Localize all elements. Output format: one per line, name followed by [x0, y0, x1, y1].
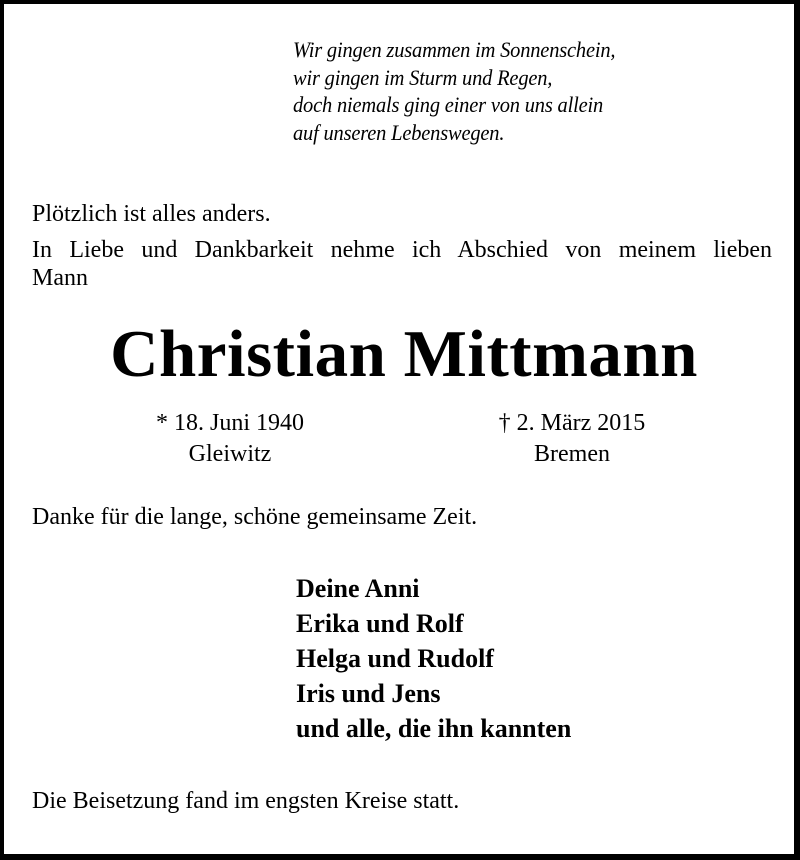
intro-line-2: In Liebe und Dankbarkeit nehme ich Abschied von meinem lieben	[32, 237, 772, 263]
memorial-poem	[293, 36, 615, 146]
poem-line: auf unseren Lebenswegen.	[293, 119, 505, 145]
intro-text	[32, 198, 772, 292]
birth-place: Gleiwitz	[188, 441, 272, 467]
signature-line: Helga und Rudolf	[296, 644, 494, 673]
signature-line: und alle, die ihn kannten	[296, 714, 572, 743]
birth-info	[100, 408, 360, 470]
death-date: † 2. März 2015	[498, 410, 646, 436]
funeral-note: Die Beisetzung fand im engsten Kreise statt.	[32, 788, 460, 814]
intro-line-3: Mann	[32, 265, 88, 291]
signature-line: Deine Anni	[296, 574, 420, 603]
death-place: Bremen	[534, 441, 610, 467]
intro-line-1: Plötzlich ist alles anders.	[32, 201, 271, 227]
poem-line: Wir gingen zusammen im Sonnenschein,	[293, 37, 616, 62]
mourners-signatures	[296, 571, 571, 746]
poem-line: wir gingen im Sturm und Regen,	[293, 64, 553, 90]
birth-date: * 18. Juni 1940	[155, 410, 304, 436]
poem-line: doch niemals ging einer von uns allein	[293, 92, 604, 117]
deceased-name: Christian Mittmann	[110, 317, 698, 391]
signature-line: Erika und Rolf	[296, 609, 464, 638]
signature-line: Iris und Jens	[296, 679, 441, 708]
death-info	[442, 408, 702, 470]
thanks-text: Danke für die lange, schöne gemeinsame Zeit.	[32, 504, 478, 530]
